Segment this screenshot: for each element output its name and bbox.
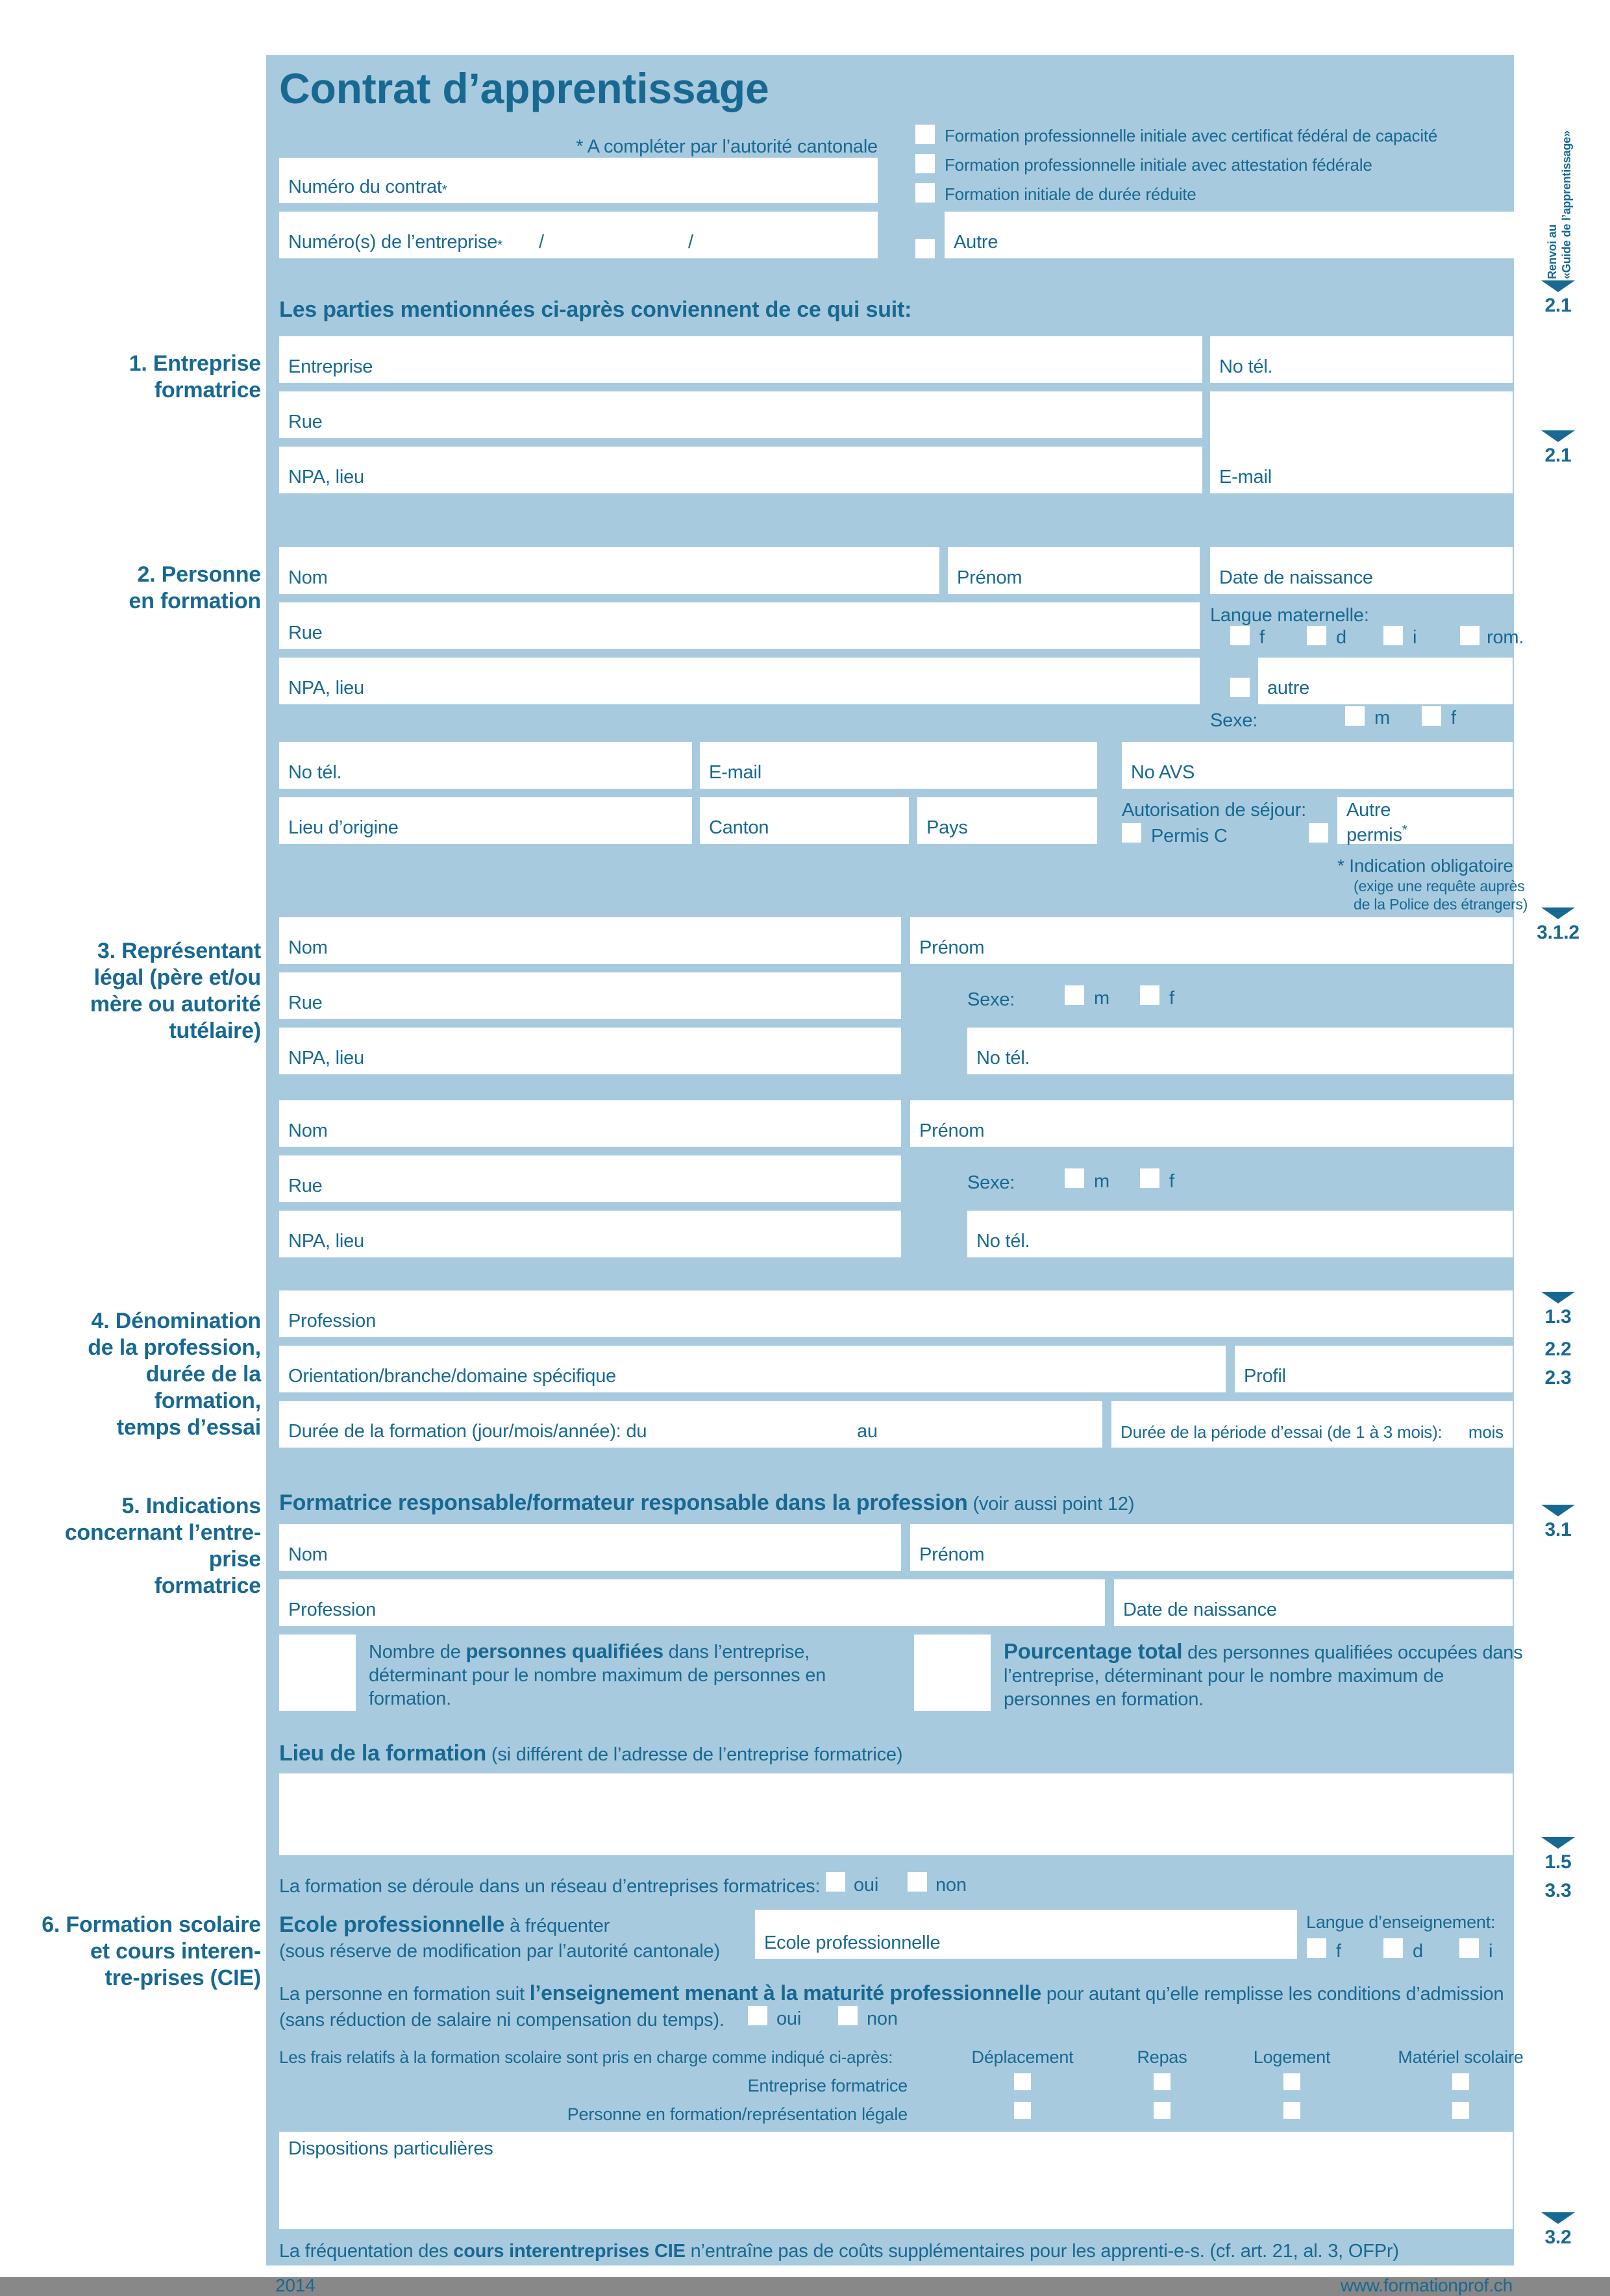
section-2-title: 2. Personne en formation [129, 562, 261, 613]
s2-birthdate-field[interactable]: Date de naissance [1210, 547, 1513, 594]
formation-autre-label: Autre [954, 232, 998, 253]
s3b-sex-label: Sexe: [967, 1172, 1015, 1193]
page-title: Contrat d’apprentissage [279, 64, 769, 112]
marker-arrow-icon [1541, 907, 1575, 919]
s2-origin-field[interactable]: Lieu d’origine [279, 797, 692, 844]
s2-street-field[interactable]: Rue [279, 602, 1200, 649]
teach-f-label: f [1336, 1941, 1341, 1962]
checkbox-company-transport[interactable] [1014, 2073, 1031, 2090]
guide-line2: «Guide de l’apprentissage» [1560, 130, 1573, 279]
s4-trial-field[interactable]: Durée de la période d’essai (de 1 à 3 mois): mois [1111, 1401, 1513, 1448]
checkbox-network-yes[interactable] [826, 1872, 845, 1892]
s3a-phone-field[interactable]: No tél. [967, 1028, 1513, 1074]
marker-arrow-icon [1541, 1505, 1575, 1516]
s2-lastname-field[interactable]: Nom [279, 547, 939, 594]
s5-profession-field[interactable]: Profession [279, 1579, 1105, 1626]
duration-to-label: au [857, 1421, 878, 1442]
qualified-count-text: Nombre de personnes qualifiées dans l’entreprise, déterminant pour le nombre maximum de personnes en formation. [369, 1640, 826, 1709]
section-5-title: 5. Indications concernant l’entre- prise formatrice [64, 1494, 261, 1598]
s3b-sex-f-label: f [1169, 1171, 1174, 1192]
s3b-checkbox-sex-f[interactable] [1140, 1168, 1159, 1188]
checkbox-permit-c[interactable] [1122, 823, 1141, 843]
s3a-sex-m-label: m [1094, 988, 1109, 1009]
guide-marker: 3.2 [1544, 2227, 1572, 2248]
s2-city-field[interactable]: NPA, lieu [279, 658, 1200, 704]
costs-col-material: Matériel scolaire [1398, 2047, 1524, 2067]
marker-arrow-icon [1541, 280, 1575, 292]
checkbox-apprentice-lodging[interactable] [1283, 2102, 1300, 2119]
s3a-checkbox-sex-f[interactable] [1140, 985, 1159, 1005]
permit-footnote-1: * Indication obligatoire [1337, 856, 1513, 876]
slash-separator: / [539, 232, 544, 253]
s1-street-field[interactable]: Rue [279, 391, 1202, 438]
checkbox-apprentice-transport[interactable] [1014, 2102, 1031, 2119]
lang-i-label: i [1413, 627, 1417, 648]
s3a-street-field[interactable]: Rue [279, 972, 901, 1019]
lang-d-label: d [1336, 627, 1346, 648]
teaching-language-label: Langue d’enseignement: [1306, 1912, 1496, 1932]
company-number-label: Numéro(s) de l’entreprise [288, 232, 498, 253]
qualified-count-box[interactable] [279, 1635, 356, 1711]
residence-permit-label: Autorisation de séjour: [1122, 800, 1306, 821]
s3a-firstname-field[interactable]: Prénom [910, 917, 1513, 964]
guide-marker: 3.3 [1544, 1880, 1572, 1901]
s3b-lastname-field[interactable]: Nom [279, 1100, 901, 1147]
guide-marker: 2.2 [1544, 1339, 1572, 1360]
guide-marker: 1.3 [1544, 1306, 1572, 1327]
checkbox-lang-autre[interactable] [1230, 678, 1250, 697]
slash-separator: / [688, 232, 693, 253]
guide-marker: 3.1.2 [1537, 922, 1579, 943]
maturity-yes-label: oui [776, 2008, 802, 2029]
s1-email-field[interactable]: E-mail [1210, 391, 1513, 493]
guide-line1: Renvoi au [1546, 224, 1559, 279]
section-1-title: 1. Entreprise formatrice [129, 351, 261, 402]
checkbox-lang-rom[interactable] [1460, 626, 1480, 645]
checkbox-other-permit[interactable] [1309, 823, 1328, 843]
marker-arrow-icon [1541, 430, 1575, 442]
checkbox-teach-i[interactable] [1459, 1938, 1479, 1958]
sex-m-label: m [1374, 708, 1390, 728]
checkbox-formation-autre[interactable] [915, 239, 935, 258]
cie-note: La fréquentation des cours interentreprises CIE n’entraîne pas de coûts supplémentaires pour les apprenti-e-s. (cf. art. 21, al. 3, OFPr) [279, 2241, 1399, 2262]
maturity-line2: (sans réduction de salaire ni compensation du temps). [279, 2010, 724, 2031]
s5-birthdate-field[interactable]: Date de naissance [1114, 1579, 1513, 1626]
formation-reduite-label: Formation initiale de durée réduite [945, 184, 1196, 204]
s2-firstname-field[interactable]: Prénom [948, 547, 1200, 594]
s3b-sex-m-label: m [1094, 1171, 1109, 1192]
marker-arrow-icon [1541, 1292, 1575, 1303]
checkbox-sex-m[interactable] [1345, 706, 1365, 726]
guide-marker: 1.5 [1544, 1851, 1572, 1873]
costs-row-apprentice: Personne en formation/représentation légale [567, 2105, 908, 2124]
footer-website-link[interactable]: www.formationprof.ch [1340, 2275, 1513, 2295]
required-star: * [1402, 823, 1407, 837]
school-field[interactable]: Ecole professionnelle [755, 1910, 1297, 1959]
checkbox-formation-cfc[interactable] [915, 125, 935, 144]
checkbox-apprentice-meals[interactable] [1154, 2102, 1170, 2119]
checkbox-company-lodging[interactable] [1283, 2073, 1300, 2090]
s3b-city-field[interactable]: NPA, lieu [279, 1211, 901, 1257]
required-star: * [497, 238, 502, 253]
guide-reference-vertical-text [1545, 123, 1574, 279]
costs-col-transport: Déplacement [971, 2047, 1074, 2067]
school-heading: Ecole professionnelle à fréquenter [279, 1912, 610, 1937]
intro-heading: Les parties mentionnées ci-après conviennent de ce qui suit: [279, 297, 912, 322]
qualified-percentage-box[interactable] [914, 1635, 991, 1711]
formation-cfc-label: Formation professionnelle initiale avec certificat fédéral de capacité [945, 126, 1438, 145]
s3b-checkbox-sex-m[interactable] [1065, 1168, 1084, 1188]
section-6-title: 6. Formation scolaire et cours interen- tre-prises (CIE) [42, 1912, 261, 1990]
contract-number-field[interactable] [279, 158, 878, 203]
maturity-no-label: non [867, 2008, 898, 2029]
s1-company-field[interactable]: Entreprise [279, 336, 1202, 383]
required-star: * [441, 183, 447, 197]
formation-autre-field[interactable] [945, 212, 1514, 258]
s4-orientation-field[interactable]: Orientation/branche/domaine spécifique [279, 1346, 1226, 1392]
s3b-street-field[interactable]: Rue [279, 1155, 901, 1202]
network-question: La formation se déroule dans un réseau d’entreprises formatrices: [279, 1876, 821, 1897]
s2-email-field[interactable]: E-mail [700, 742, 1097, 789]
s2-other-permit-field[interactable]: Autre permis* [1337, 797, 1513, 844]
checkbox-network-no[interactable] [908, 1872, 927, 1892]
s5-heading: Formatrice responsable/formateur responsable dans la profession (voir aussi point 12) [279, 1490, 1135, 1515]
guide-marker: 2.3 [1544, 1367, 1572, 1389]
permit-footnote-2: (exige une requête auprès [1354, 878, 1525, 895]
s2-other-language-field[interactable]: autre [1258, 658, 1513, 704]
costs-col-meals: Repas [1137, 2047, 1187, 2067]
guide-marker: 2.1 [1544, 295, 1572, 316]
checkbox-maturity-no[interactable] [838, 2006, 858, 2025]
network-yes-label: oui [854, 1875, 879, 1895]
s3b-phone-field[interactable]: No tél. [967, 1211, 1513, 1257]
footer-year: 2014 [275, 2275, 316, 2295]
checkbox-company-material[interactable] [1452, 2073, 1469, 2090]
checkbox-lang-i[interactable] [1383, 626, 1403, 645]
checkbox-lang-d[interactable] [1307, 626, 1326, 645]
s3b-firstname-field[interactable]: Prénom [910, 1100, 1513, 1147]
section-3-title: 3. Représentant légal (père et/ou mère ou autorité tutélaire) [90, 939, 261, 1043]
network-no-label: non [935, 1875, 967, 1895]
checkbox-lang-f[interactable] [1230, 626, 1250, 645]
teach-d-label: d [1413, 1941, 1423, 1962]
company-number-field[interactable] [279, 212, 878, 258]
training-place-heading: Lieu de la formation (si différent de l’adresse de l’entreprise formatrice) [279, 1741, 903, 1766]
permit-c-label: Permis C [1151, 826, 1228, 846]
s1-city-field[interactable]: NPA, lieu [279, 447, 1202, 493]
teach-i-label: i [1489, 1941, 1493, 1962]
contract-number-label: Numéro du contrat [288, 177, 442, 197]
costs-row-company: Entreprise formatrice [747, 2076, 908, 2095]
s3a-sex-f-label: f [1169, 988, 1174, 1009]
s4-profession-field[interactable]: Profession [279, 1290, 1513, 1337]
formation-afp-label: Formation professionnelle initiale avec attestation fédérale [945, 155, 1372, 175]
s5-firstname-field[interactable]: Prénom [910, 1524, 1513, 1571]
qualified-percentage-text: Pourcentage total des personnes qualifiées occupées dans l’entreprise, déterminant pour le nombre maximum de personnes en formation. [1004, 1639, 1523, 1710]
maturity-line1: La personne en formation suit l’enseignement menant à la maturité professionnelle pour autant qu’elle remplisse les conditions d’admission [279, 1981, 1504, 2005]
checkbox-teach-f[interactable] [1307, 1938, 1326, 1958]
checkbox-maturity-yes[interactable] [748, 2006, 767, 2025]
s3a-lastname-field[interactable]: Nom [279, 917, 901, 964]
s4-duration-field[interactable]: Durée de la formation (jour/mois/année): du au [279, 1401, 1102, 1448]
s5-lastname-field[interactable]: Nom [279, 1524, 901, 1571]
s2-canton-field[interactable]: Canton [700, 797, 909, 844]
trial-months-label: mois [1468, 1422, 1504, 1442]
s3a-sex-label: Sexe: [967, 989, 1015, 1010]
s1-phone-field[interactable]: No tél. [1210, 336, 1513, 383]
sex-label: Sexe: [1210, 710, 1258, 731]
school-note: (sous réserve de modification par l’autorité cantonale) [279, 1941, 720, 1962]
s4-profile-field[interactable]: Profil [1235, 1346, 1513, 1392]
guide-marker: 2.1 [1544, 445, 1572, 466]
sex-f-label: f [1451, 708, 1456, 728]
costs-intro: Les frais relatifs à la formation scolaire sont pris en charge comme indiqué ci-après: [279, 2047, 893, 2067]
checkbox-formation-afp[interactable] [915, 154, 935, 173]
permit-footnote-3: de la Police des étrangers) [1354, 896, 1528, 913]
marker-arrow-icon [1541, 1837, 1575, 1849]
training-place-field[interactable] [279, 1773, 1513, 1855]
guide-marker: 3.1 [1544, 1519, 1572, 1540]
s2-avs-field[interactable]: No AVS [1122, 742, 1513, 789]
lang-rom-label: rom. [1487, 627, 1524, 648]
section-4-title: 4. Dénomination de la profession, durée de la formation, temps d’essai [88, 1309, 261, 1440]
checkbox-teach-d[interactable] [1383, 1938, 1403, 1958]
costs-col-lodging: Logement [1253, 2047, 1331, 2067]
checkbox-apprentice-material[interactable] [1452, 2102, 1469, 2119]
checkbox-company-meals[interactable] [1154, 2073, 1170, 2090]
marker-arrow-icon [1541, 2212, 1575, 2224]
checkbox-formation-reduite[interactable] [915, 183, 935, 203]
s3a-checkbox-sex-m[interactable] [1065, 985, 1084, 1005]
s2-phone-field[interactable]: No tél. [279, 742, 692, 789]
lang-f-label: f [1259, 627, 1265, 648]
checkbox-sex-f[interactable] [1422, 706, 1441, 726]
cantonal-note: * A compléter par l’autorité cantonale [576, 136, 878, 157]
s2-country-field[interactable]: Pays [917, 797, 1097, 844]
mother-tongue-label: Langue maternelle: [1210, 605, 1369, 626]
special-provisions-field[interactable]: Dispositions particulières [279, 2132, 1513, 2229]
s3a-city-field[interactable]: NPA, lieu [279, 1028, 901, 1074]
